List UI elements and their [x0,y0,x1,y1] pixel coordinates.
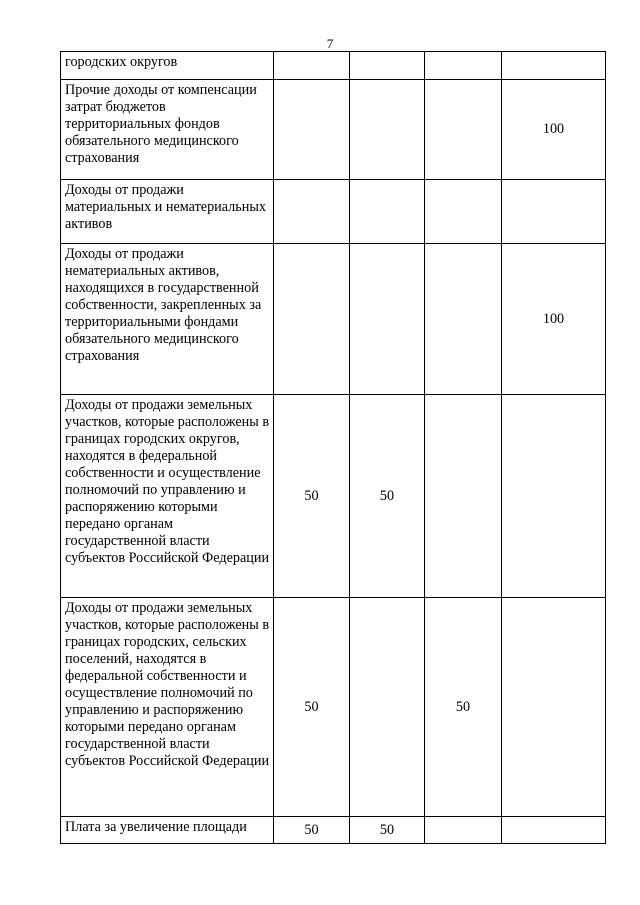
value-cell [350,52,425,80]
table-row [61,52,606,80]
value-cell [274,180,350,244]
value-cell [425,80,502,180]
value-cell [502,598,606,817]
value-cell: 100 [502,244,606,395]
revenue-distribution-table [60,51,606,844]
value-cell: 100 [502,80,606,180]
value-cell [502,817,606,844]
value-cell [502,180,606,244]
value-cell [425,180,502,244]
value-cell [274,52,350,80]
value-cell [502,52,606,80]
value-cell: 50 [425,598,502,817]
table-row [61,817,606,844]
value-cell: 50 [350,817,425,844]
revenue-name-cell: Плата за увеличение площади [61,817,274,844]
value-cell [425,52,502,80]
value-cell [425,244,502,395]
value-cell [274,244,350,395]
table-row [61,244,606,395]
table-row [61,395,606,598]
value-cell: 50 [274,395,350,598]
revenue-name-cell: Доходы от продажи земельных участков, которые расположены в границах городских округов, находятся в федеральной собственности и осуществление полномочий по управлению и распоряжению которыми передано органам государственной власти субъектов Российской Федерации [61,395,274,598]
value-cell [350,598,425,817]
value-cell [425,395,502,598]
value-cell [350,244,425,395]
revenue-name-cell: Доходы от продажи земельных участков, которые расположены в границах городских, сельских поселений, находятся в федеральной собственности и осуществление полномочий по управлению и распоряжению которыми передано органам государственной власти субъектов Российской Федерации [61,598,274,817]
revenue-name-cell: Прочие доходы от компенсации затрат бюджетов территориальных фондов обязательного медицинского страхования [61,80,274,180]
value-cell [425,817,502,844]
revenue-name-cell: Доходы от продажи нематериальных активов, находящихся в государственной собственности, закрепленных за территориальными фондами обязательного медицинского страхования [61,244,274,395]
value-cell [350,80,425,180]
page-number: 7 [326,36,334,51]
value-cell [502,395,606,598]
value-cell: 50 [350,395,425,598]
value-cell: 50 [274,598,350,817]
revenue-name-cell: городских округов [61,52,274,80]
table-row [61,180,606,244]
value-cell [274,80,350,180]
table-row [61,598,606,817]
value-cell: 50 [274,817,350,844]
value-cell [350,180,425,244]
revenue-name-cell: Доходы от продажи материальных и нематериальных активов [61,180,274,244]
table-row [61,80,606,180]
